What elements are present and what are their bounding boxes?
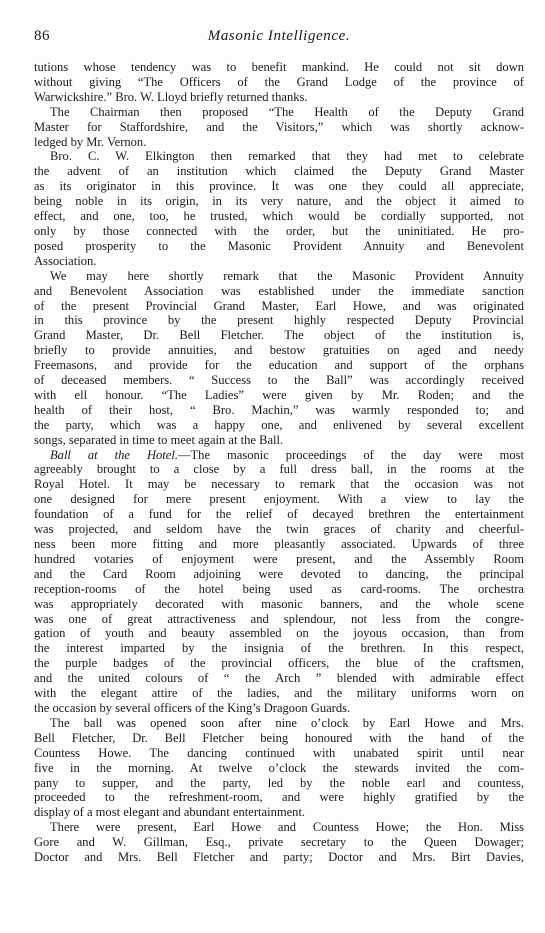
- text-line: The Chairman then proposed “The Health of the Deputy Grand: [50, 104, 524, 119]
- text-line: of the present Provincial Grand Master, Earl Howe, and was originated: [34, 298, 524, 313]
- text-line: ledged by Mr. Vernon.: [34, 134, 147, 149]
- text-line: briefly to provide annuities, and bestow gratuities on aged and needy: [34, 343, 524, 358]
- text-line: the occasion by several officers of the King’s Dragoon Guards.: [34, 700, 351, 715]
- text-line: the advent of an institution which claimed the Deputy Grand Master: [34, 164, 524, 179]
- section-heading: Ball at the Hotel.: [50, 447, 178, 462]
- text-line: only by those connected with the order, but the uninitiated. He pro-: [34, 223, 524, 238]
- text-line: foundation of a fund for the relief of decayed brethren the entertainment: [34, 507, 524, 522]
- text-line: effect, and one, too, he trusted, which would be cordially supported, not: [34, 209, 524, 224]
- text-line: Doctor and Mrs. Bell Fletcher and party; Doctor and Mrs. Birt Davies,: [34, 850, 524, 865]
- text-line: ness been more fitting and more pleasantly associated. Upwards of three: [34, 537, 524, 551]
- text-line: Freemasons, and provide for the education and support of the orphans: [34, 358, 524, 373]
- text-line: and the united colours of “ the Arch ” blended with admirable effect: [34, 671, 524, 686]
- text-line: gation of youth and beauty assembled on the joyous occasion, than from: [34, 626, 524, 641]
- text-line: was projected, and seldom have the twin graces of charity and cheerful-: [34, 522, 524, 537]
- text-line: We may here shortly remark that the Masonic Provident Annuity: [50, 268, 524, 283]
- text-line: Association.: [34, 253, 97, 268]
- text-line: the party, which was a happy one, and enlivened by several excellent: [34, 417, 524, 432]
- text-line: posed prosperity to the Masonic Provident Annuity and Benevolent: [34, 238, 524, 253]
- article-body: [34, 60, 524, 865]
- text-line-remainder: —The masonic proceedings of the day were most: [177, 447, 524, 462]
- text-line: hundred votaries of enjoyment were present, and the Assembly Room: [34, 551, 524, 566]
- text-line: as its originator in this province. It was one they could all appreciate,: [34, 179, 524, 194]
- text-line: the interest imparted by the insignia of the brethren. In this respect,: [34, 641, 524, 656]
- text-line: There were present, Earl Howe and Countess Howe; the Hon. Miss: [50, 820, 524, 835]
- page-header: [34, 28, 524, 50]
- text-line: Royal Hotel. It may be necessary to remark that the occasion was not: [34, 477, 524, 492]
- text-line: Master for Staffordshire, and the Visitors,” which was shortly acknow-: [34, 119, 524, 134]
- text-line: one designed for mere present enjoyment. With a view to lay the: [34, 492, 524, 507]
- text-line: was one of great attractiveness and splendour, not less from the congre-: [34, 611, 524, 626]
- text-line: of deceased members. “ Success to the Ball” was accordingly received: [34, 373, 524, 388]
- text-line: The ball was opened soon after nine o’clock by Earl Howe and Mrs.: [50, 715, 524, 730]
- text-line: Countess Howe. The dancing continued with unabated spirit until near: [34, 745, 524, 760]
- page-number: 86: [34, 28, 50, 44]
- text-line: without giving “The Officers of the Grand Lodge of the province of: [34, 74, 524, 89]
- text-line: Gore and W. Gillman, Esq., private secretary to the Queen Dowager;: [34, 835, 524, 850]
- text-line: in this province by the present highly respected Deputy Provincial: [34, 313, 524, 328]
- text-line: was appropriately decorated with masonic banners, and the whole scene: [34, 596, 524, 611]
- text-line: being noble in its origin, in its very nature, and the object it aimed to: [34, 194, 524, 209]
- text-line: display of a most elegant and abundant entertainment.: [34, 805, 306, 820]
- text-line: Warwickshire.” Bro. W. Lloyd briefly returned thanks.: [34, 89, 308, 104]
- text-line: with ell honour. “The Ladies” were given by Mr. Roden; and the: [34, 387, 524, 402]
- text-line: proceeded to the refreshment-room, and were highly gratified by the: [34, 790, 524, 805]
- text-line: [34, 448, 524, 463]
- text-line: Grand Master, Dr. Bell Fletcher. The object of the institution is,: [34, 328, 524, 343]
- text-line: five in the morning. At twelve o’clock the stewards invited the com-: [34, 760, 524, 775]
- text-line: agreeably brought to a close by a full dress ball, in the rooms at the: [34, 462, 524, 477]
- text-line: and Benevolent Association was established under the immediate sanction: [34, 283, 524, 298]
- text-line: the purple badges of the provincial officers, the blue of the craftsmen,: [34, 656, 524, 671]
- text-line: songs, separated in time to meet again at the Ball.: [34, 432, 284, 447]
- text-line: and the Card Room adjoining were devoted to dancing, the principal: [34, 566, 524, 581]
- text-line: Bro. C. W. Elkington then remarked that they had met to celebrate: [50, 149, 524, 164]
- text-line: Bell Fletcher, Dr. Bell Fletcher being honoured with the hand of the: [34, 730, 524, 745]
- running-title: Masonic Intelligence.: [207, 28, 351, 44]
- text-line: pany to supper, and the party, led by the noble earl and countess,: [34, 775, 524, 790]
- text-line: tutions whose tendency was to benefit mankind. He could not sit down: [34, 60, 524, 74]
- text-line: with the elegant attire of the ladies, and the military uniforms worn on: [34, 686, 524, 701]
- text-line: health of their host, “ Bro. Machin,” was warmly responded to; and: [34, 402, 524, 417]
- text-line: reception-rooms of the hotel being used as card-rooms. The orchestra: [34, 581, 524, 596]
